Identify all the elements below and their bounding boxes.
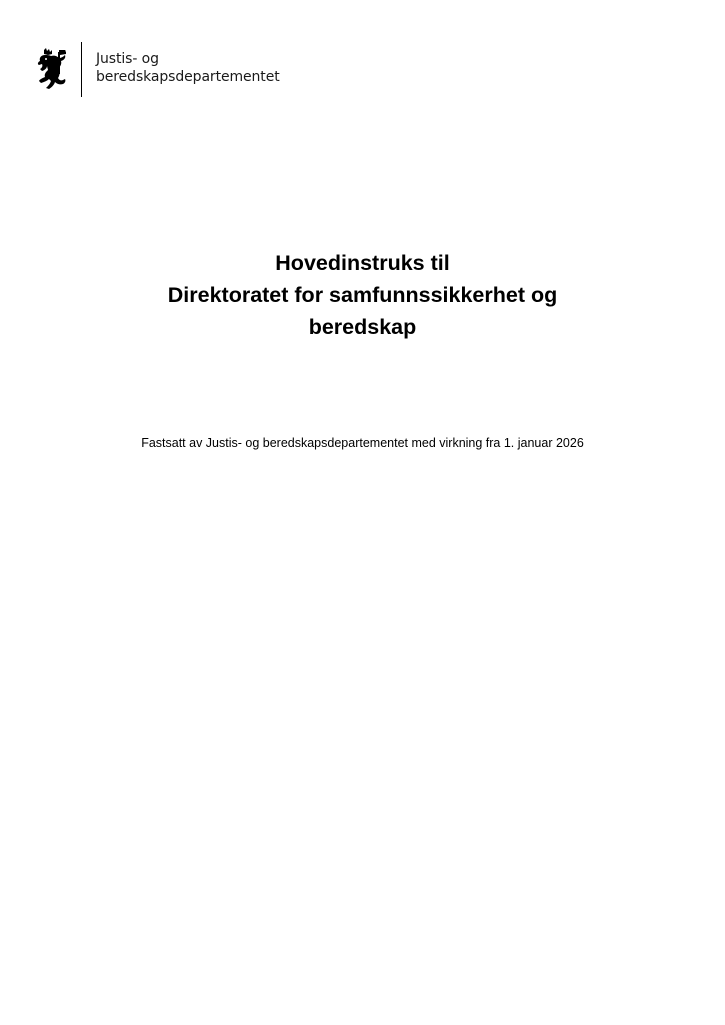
document-title-line-3: beredskap — [308, 315, 417, 339]
logo-divider — [81, 42, 82, 97]
document-subtitle: Fastsatt av Justis- og beredskapsdepartementet med virkning fra 1. januar 2026 — [141, 436, 584, 450]
ministry-name-line-2: beredskapsdepartementet — [96, 69, 280, 85]
ministry-name-line-1: Justis- og — [96, 51, 159, 67]
norwegian-lion-coat-of-arms-icon — [36, 48, 68, 90]
document-title-line-1: Hovedinstruks til — [275, 251, 450, 275]
document-title-line-2: Direktoratet for samfunnssikkerhet og — [167, 283, 558, 307]
ministry-name — [96, 50, 280, 86]
document-title — [0, 247, 725, 343]
